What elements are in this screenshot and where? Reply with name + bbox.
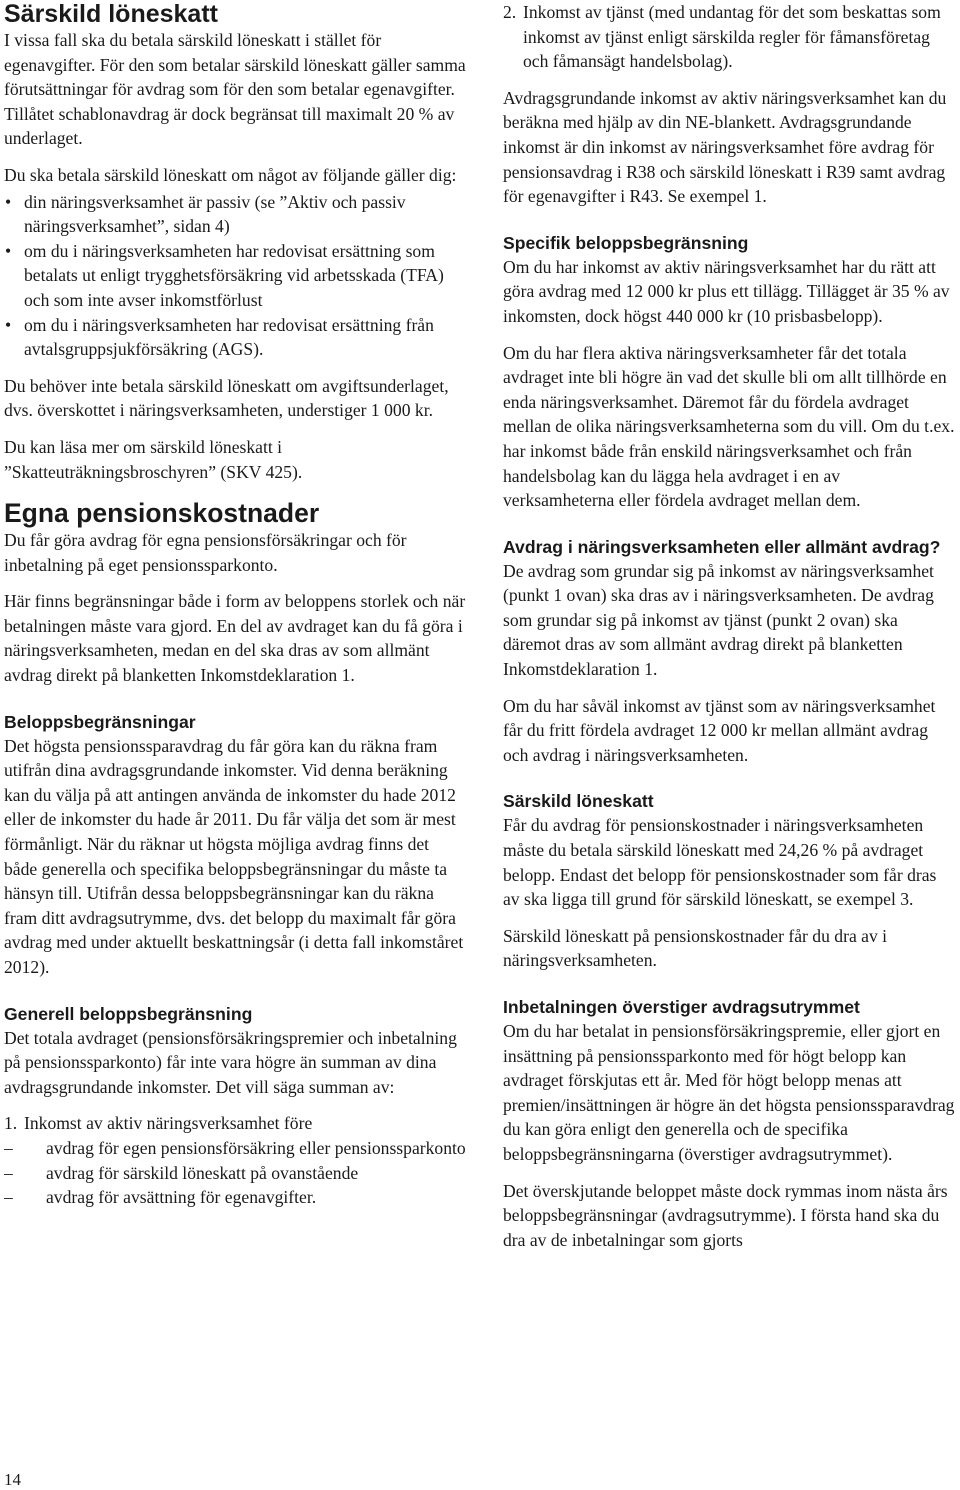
bullet-icon: • (5, 240, 12, 261)
heading-specifik-beloppsbegransning: Specifik beloppsbegränsning (503, 232, 749, 253)
bullet-list (4, 190, 466, 362)
list-item: – avdrag för avsättning för egenavgifter. (4, 1185, 466, 1210)
dash-icon: – (4, 1137, 13, 1158)
heading-avdrag-naringsverksamheten: Avdrag i näringsverksamheten eller allmänt avdrag? (503, 536, 941, 557)
bullet-icon: • (5, 314, 12, 335)
paragraph: Om du har betalat in pensionsförsäkringspremie, eller gjort en insättning på pensionssparkonto med för högt belopp kan avdraget förskjutas ett år. Med för högt belopp menas att premien/insättningen är högre än det högsta pensionssparavdrag du kan göra enligt den generella och de specifika beloppsbegränsningarna (överstiger avdragsutrymmet). (503, 1021, 955, 1164)
paragraph: Här finns begränsningar både i form av beloppens storlek och när betalningen måste vara gjord. En del av avdraget kan du få göra i näringsverksamheten, medan en del ska dras av som allmänt avdrag direkt på blanketten Inkomstdeklaration 1. (4, 591, 466, 686)
paragraph: Det totala avdraget (pensionsförsäkringspremier och inbetalning på pensionssparkonto) får inte vara högre än summan av dina avdragsgrundande inkomster. Det vill säga summan av: (4, 1027, 457, 1097)
paragraph: Om du har inkomst av aktiv näringsverksamhet har du rätt att göra avdrag med 12 000 kr plus ett tillägg. Tillägget är 35 % av inkomsten, dock högst 440 000 kr (10 prisbasbelopp). (503, 256, 950, 326)
heading-sarskild-loneskatt: Särskild löneskatt (4, 0, 218, 28)
heading-sarskild-loneskatt-2: Särskild löneskatt (503, 791, 654, 812)
list-item: • om du i näringsverksamheten har redovisat ersättning från avtalsgruppsjukförsäkring (AGS). (5, 314, 434, 360)
paragraph: Särskild löneskatt på pensionskostnader får du dra av i näringsverksamheten. (503, 925, 888, 971)
paragraph: Om du har såväl inkomst av tjänst som av näringsverksamhet får du fritt fördela avdraget 12 000 kr mellan allmänt avdrag och avdrag i näringsverksamheten. (503, 695, 936, 765)
paragraph: Det överskjutande beloppet måste dock rymmas inom nästa års beloppsbegränsningar (avdragsutrymme). I första hand ska du dra av de inbetalningar som gjorts (503, 1180, 948, 1250)
paragraph: Avdragsgrundande inkomst av aktiv näringsverksamhet kan du beräkna med hjälp av din NE-blankett. Avdragsgrundande inkomst är din inkomst av näringsverksamhet före avdrag för pensionsavdrag i R38 och särskild löneskatt i R39 samt avdrag för egenavgifter i R43. Se exempel 1. (503, 87, 947, 207)
paragraph: I vissa fall ska du betala särskild löneskatt i stället för egenavgifter. För den som betalar särskild löneskatt gäller samma förutsättningar för avdrag som för den som betalar egenavgifter. Tillåtet schablonavdrag är dock begränsat till maximalt 20 % av underlaget. (4, 30, 466, 149)
list-item: • om du i näringsverksamheten har redovisat ersättning som betalats ut enligt trygghetsförsäkring vid arbetsskada (TFA) och som inte avser inkomstförlust (5, 240, 444, 310)
page-number: 14 (4, 1470, 21, 1489)
paragraph: Får du avdrag för pensionskostnader i näringsverksamheten måste du betala särskild löneskatt med 24,26 % på avdraget belopp. Endast det belopp för pensionskostnader som får dras av ska ligga till grund för särskild löneskatt, se exempel 3. (503, 815, 937, 910)
bullet-icon: • (5, 191, 12, 212)
paragraph: De avdrag som grundar sig på inkomst av näringsverksamhet (punkt 1 ovan) ska dras av i näringsverksamheten. De avdrag som grundar sig på inkomst av tjänst (punkt 2 ovan) ska däremot dras av som allmänt avdrag direkt på blanketten Inkomstdeklaration 1. (503, 560, 934, 680)
paragraph: Du ska betala särskild löneskatt om något av följande gäller dig: (4, 164, 457, 185)
heading-egna-pensionskostnader: Egna pensionskostnader (4, 498, 320, 529)
numbered-item-2: 2. Inkomst av tjänst (med undantag för det som beskattas som inkomst av tjänst enligt särskilda regler för fåmansföretag och fåmansägt handelsbolag). (503, 2, 941, 72)
heading-beloppsbegransningar: Beloppsbegränsningar (4, 711, 196, 732)
list-item: – avdrag för särskild löneskatt på ovanstående (4, 1161, 466, 1186)
paragraph: Du får göra avdrag för egna pensionsförsäkringar och för inbetalning på eget pensionssparkonto. (4, 530, 407, 575)
paragraph: Du behöver inte betala särskild löneskatt om avgiftsunderlaget, dvs. överskottet i näringsverksamheten, understiger 1 000 kr. (4, 375, 449, 421)
right-column (503, 0, 955, 1264)
left-column (4, 0, 466, 1210)
list-item: – avdrag för egen pensionsförsäkring eller pensionssparkonto (4, 1136, 466, 1161)
paragraph: Om du har flera aktiva näringsverksamheter får det totala avdraget inte bli högre än vad det skulle bli om allt tillhörde en enda näringsverksamhet. Däremot får du fördela avdraget mellan de olika näringsverksamheterna som du vill. Om du t.ex. har inkomst både från enskild näringsverksamhet och från handelsbolag kan du lägga hela avdraget i en av verksamheterna eller fördela avdraget mellan dem. (503, 342, 955, 511)
dash-list (4, 1136, 466, 1210)
dash-icon: – (4, 1187, 13, 1208)
numbered-item-1: 1. Inkomst av aktiv näringsverksamhet före (4, 1113, 313, 1134)
dash-icon: – (4, 1162, 13, 1183)
heading-generell-beloppsbegransning: Generell beloppsbegränsning (4, 1003, 253, 1024)
paragraph: Du kan läsa mer om särskild löneskatt i ”Skatteuträkningsbroschyren” (SKV 425). (4, 436, 303, 482)
list-item: • din näringsverksamhet är passiv (se ”Aktiv och passiv näringsverksamhet”, sidan 4) (5, 191, 406, 237)
paragraph: Det högsta pensionssparavdrag du får göra kan du räkna fram utifrån dina avdragsgrundande inkomster. Vid denna beräkning kan du välja på att antingen använda de inkomster du hade 2012 eller de inkomster du hade år 2011. Du får välja det som är mest förmånligt. När du räknar ut högsta möjliga avdrag finns det både generella och specifika beloppsbegränsningar du måste ta hänsyn till. Utifrån dessa beloppsbegränsningar kan du räkna fram ditt avdragsutrymme, dvs. det belopp du maximalt får göra avdrag med under aktuellt beskattningsår (i detta fall inkomståret 2012). (4, 735, 464, 977)
heading-inbetalningen-overstiger: Inbetalningen överstiger avdragsutrymmet (503, 997, 860, 1017)
